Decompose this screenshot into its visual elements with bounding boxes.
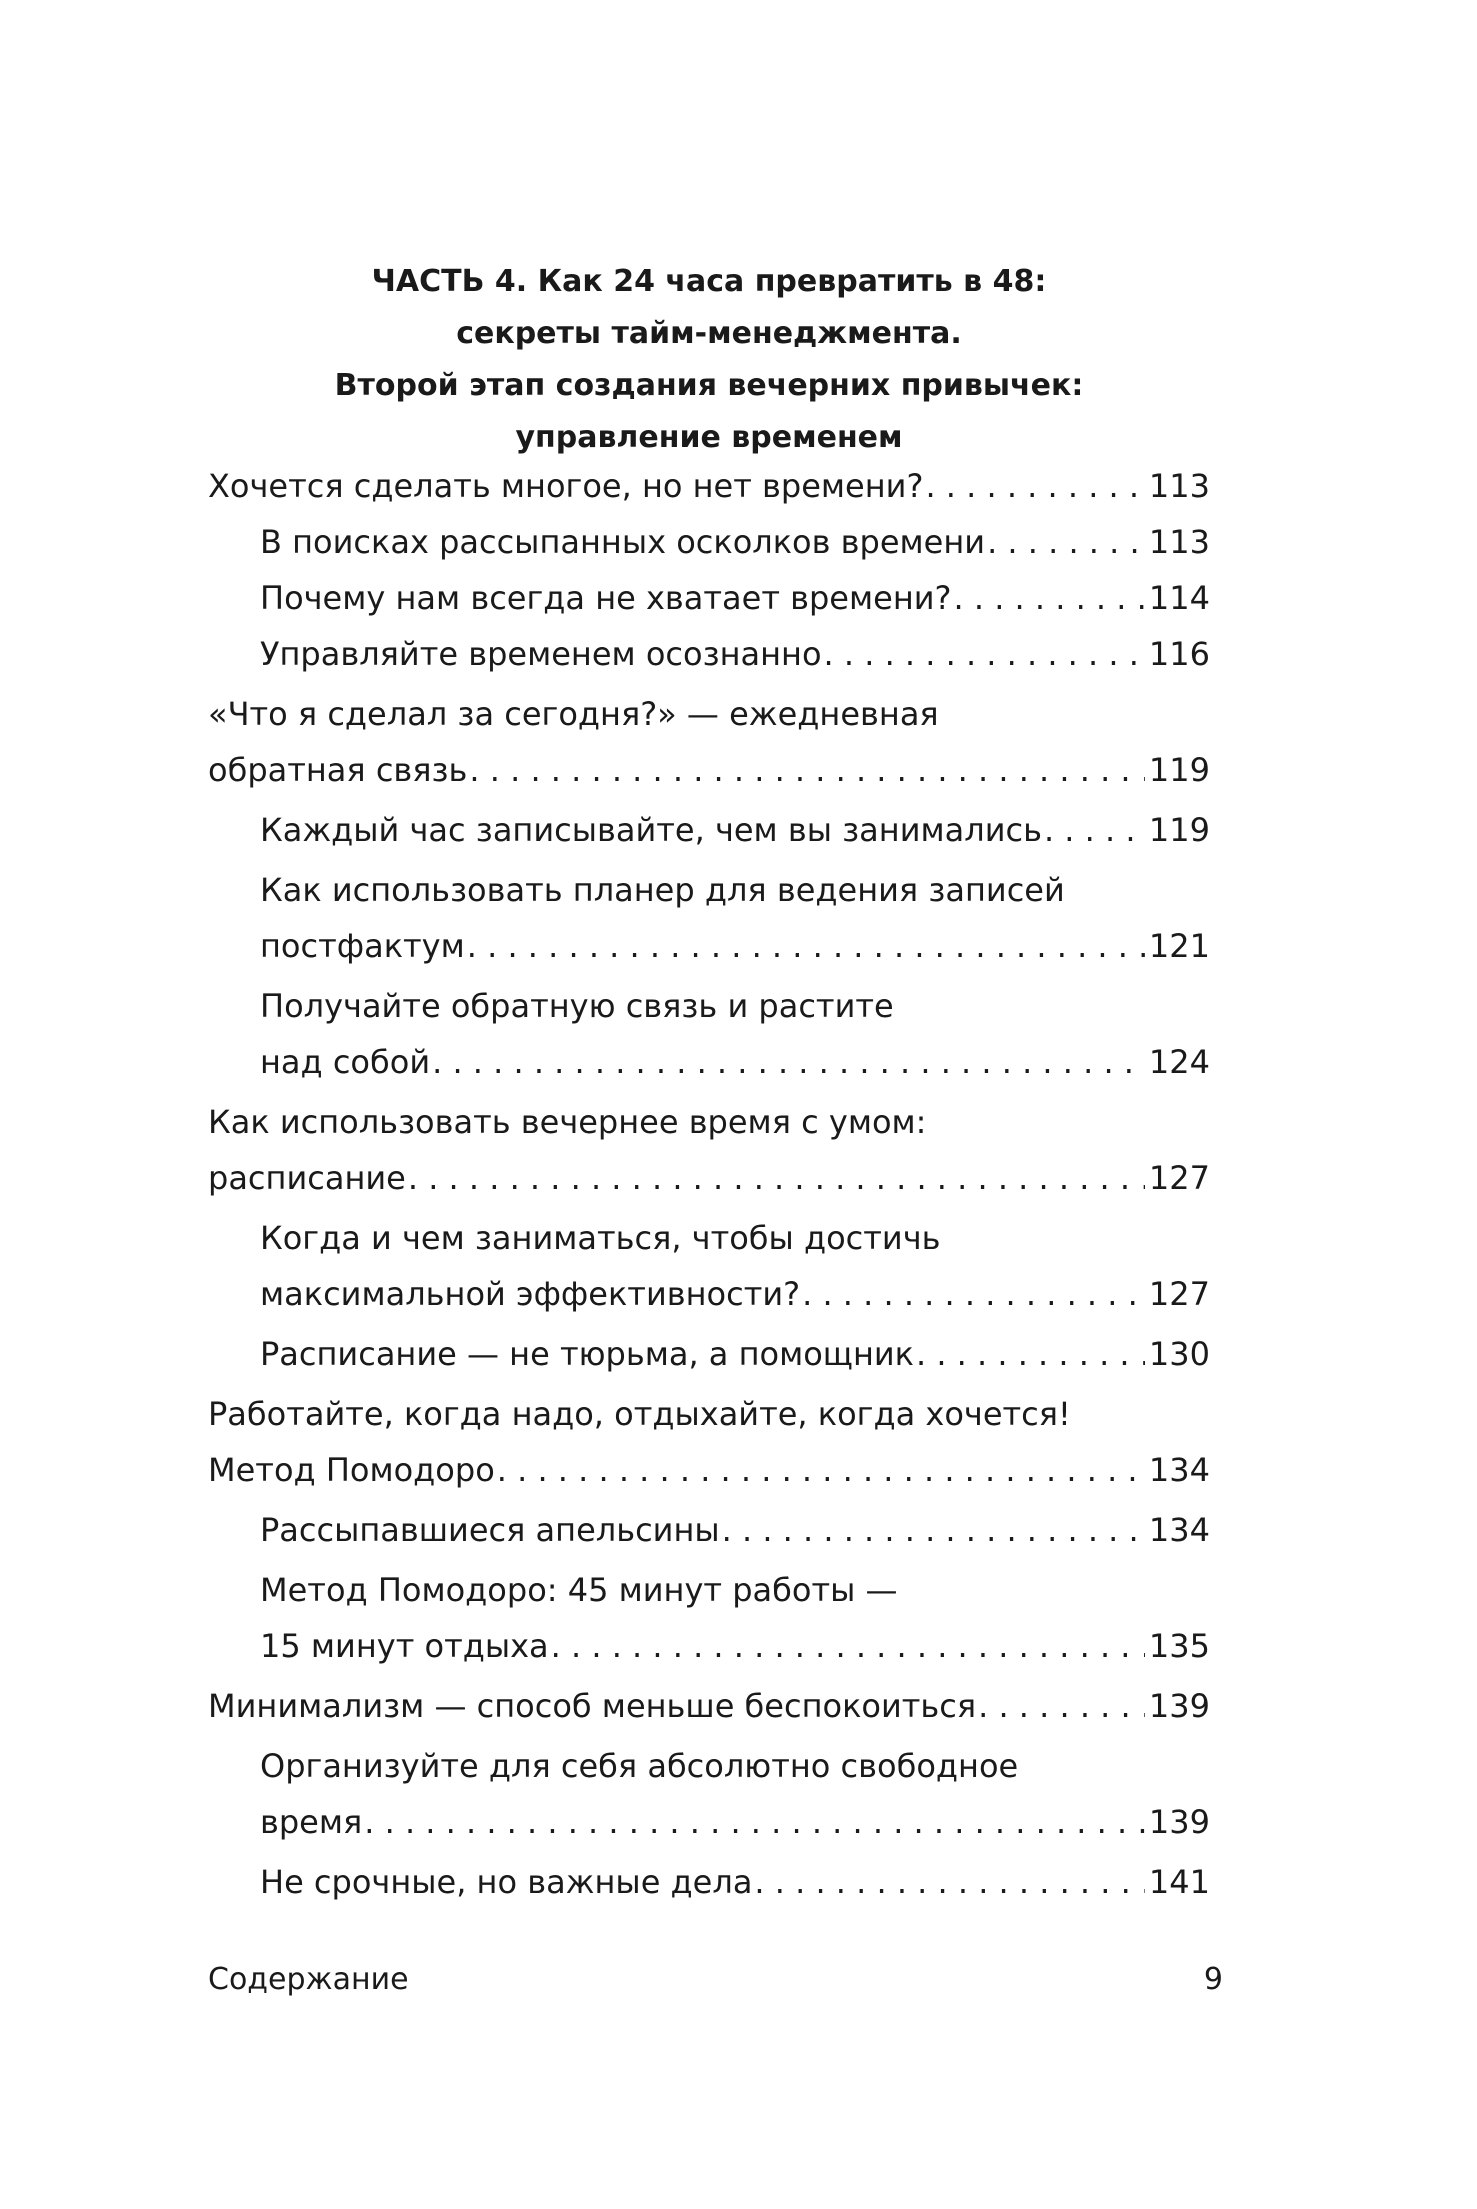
dot-leader [722, 1506, 1145, 1554]
toc-entry-line [260, 1798, 1210, 1846]
toc-page-number: 121 [1148, 927, 1210, 965]
dot-leader [987, 518, 1145, 566]
toc-entry-title: Не срочные, но важные дела [260, 1863, 753, 1901]
toc-entry-line [260, 1742, 1210, 1790]
toc-entry-title: В поисках рассыпанных осколков времени [260, 523, 986, 561]
dot-leader [802, 1270, 1145, 1318]
toc-entry-line [208, 1390, 1210, 1438]
toc-entry-title: Как использовать вечернее время с умом: [208, 1103, 927, 1141]
part-heading-line: Второй этап создания вечерних привычек: [334, 368, 1084, 403]
toc-entry-line [208, 462, 1210, 510]
toc-entry-line [260, 574, 1210, 622]
toc-entry-subsection [260, 1858, 1210, 1906]
toc-entry-line [208, 690, 1210, 738]
dot-leader [432, 1038, 1145, 1086]
dot-leader [824, 630, 1145, 678]
toc-entry-title: «Что я сделал за сегодня?» — ежедневная [208, 695, 939, 733]
toc-page-number: 113 [1148, 467, 1210, 505]
toc-entry-title: Каждый час записывайте, чем вы занимались [260, 811, 1042, 849]
toc-entry-line [260, 1622, 1210, 1670]
page-number: 9 [1203, 1962, 1223, 1997]
dot-leader [1044, 806, 1145, 854]
toc-entry-title: Организуйте для себя абсолютно свободное [260, 1747, 1019, 1785]
toc-page-number: 119 [1148, 811, 1210, 849]
toc-entry-section [208, 690, 1210, 794]
toc-entry-subsection [260, 1742, 1210, 1846]
part-heading-line: ЧАСТЬ 4. Как 24 часа превратить в 48: [371, 264, 1047, 299]
toc-page-number: 119 [1148, 751, 1210, 789]
toc-entry-title: Минимализм — способ меньше беспокоиться [208, 1687, 977, 1725]
dot-leader [978, 1682, 1145, 1730]
toc-entry-subsection [260, 630, 1210, 678]
toc-entry-title: Рассыпавшиеся апельсины [260, 1511, 720, 1549]
toc-page-number: 114 [1148, 579, 1210, 617]
toc-entry-title: время [260, 1803, 363, 1841]
toc-page-number: 127 [1148, 1159, 1210, 1197]
toc-entry-line [208, 746, 1210, 794]
toc-entry-line [260, 982, 1210, 1030]
toc-entry-section [208, 1390, 1210, 1494]
toc-entry-line [260, 518, 1210, 566]
toc-entry-title: Почему нам всегда не хватает времени? [260, 579, 952, 617]
toc-page-number: 134 [1148, 1511, 1210, 1549]
dot-leader [925, 462, 1144, 510]
dot-leader [551, 1622, 1145, 1670]
toc-entry-title: Работайте, когда надо, отдыхайте, когда хочется! [208, 1395, 1071, 1433]
dot-leader [364, 1798, 1145, 1846]
toc-page-number: 127 [1148, 1275, 1210, 1313]
toc-page-number: 130 [1148, 1335, 1210, 1373]
dot-leader [916, 1330, 1145, 1378]
toc-page-number: 116 [1148, 635, 1210, 673]
part-heading-line: секреты тайм-менеджмента. [456, 316, 962, 351]
running-footer-section: Содержание [208, 1962, 409, 1997]
toc-entry-title: Когда и чем заниматься, чтобы достичь [260, 1219, 941, 1257]
dot-leader [754, 1858, 1145, 1906]
toc-entry-title: максимальной эффективности? [260, 1275, 801, 1313]
toc-entry-subsection [260, 982, 1210, 1086]
page-footer [208, 1960, 1223, 2000]
toc-entry-line [208, 1682, 1210, 1730]
part-heading [208, 256, 1210, 464]
toc-entry-line [260, 866, 1210, 914]
toc-entry-title: над собой [260, 1043, 431, 1081]
toc-entry-title: Получайте обратную связь и растите [260, 987, 894, 1025]
toc-page-number: 139 [1148, 1803, 1210, 1841]
toc-entry-subsection [260, 1330, 1210, 1378]
toc-entry-section [208, 1682, 1210, 1730]
toc-entry-title: Управляйте временем осознанно [260, 635, 822, 673]
toc-entry-line [260, 630, 1210, 678]
toc-entry-subsection [260, 806, 1210, 854]
toc-page-number: 124 [1148, 1043, 1210, 1081]
toc-entry-title: Расписание — не тюрьма, а помощник [260, 1335, 914, 1373]
dot-leader [408, 1154, 1145, 1202]
toc-entry-subsection [260, 1214, 1210, 1318]
dot-leader [497, 1446, 1145, 1494]
dot-leader [467, 922, 1145, 970]
toc-entry-line [260, 1038, 1210, 1086]
toc-entry-line [260, 1566, 1210, 1614]
toc-entry-section [208, 462, 1210, 510]
toc-entry-subsection [260, 1506, 1210, 1554]
toc-entry-title: Хочется сделать многое, но нет времени? [208, 467, 924, 505]
toc-entry-line [260, 806, 1210, 854]
toc-entry-line [260, 1506, 1210, 1554]
toc-entry-line [260, 1330, 1210, 1378]
toc-entry-line [208, 1446, 1210, 1494]
toc-entry-title: 15 минут отдыха [260, 1627, 549, 1665]
toc-entry-line [260, 922, 1210, 970]
toc-entry-title: Как использовать планер для ведения записей [260, 871, 1065, 909]
toc-entry-title: расписание [208, 1159, 406, 1197]
toc-entry-subsection [260, 866, 1210, 970]
table-of-contents [208, 462, 1210, 1906]
dot-leader [954, 574, 1145, 622]
toc-entry-line [260, 1858, 1210, 1906]
dot-leader [469, 746, 1145, 794]
toc-entry-line [260, 1270, 1210, 1318]
toc-page-number: 139 [1148, 1687, 1210, 1725]
part-heading-line: управление временем [515, 420, 903, 455]
toc-entry-title: Метод Помодоро: 45 минут работы — [260, 1571, 898, 1609]
toc-entry-title: Метод Помодоро [208, 1451, 495, 1489]
toc-page-number: 135 [1148, 1627, 1210, 1665]
toc-entry-subsection [260, 1566, 1210, 1670]
toc-entry-title: обратная связь [208, 751, 468, 789]
toc-page-number: 113 [1148, 523, 1210, 561]
toc-entry-line [208, 1098, 1210, 1146]
toc-entry-subsection [260, 518, 1210, 566]
toc-entry-subsection [260, 574, 1210, 622]
toc-entry-title: постфактум [260, 927, 465, 965]
toc-entry-line [208, 1154, 1210, 1202]
toc-entry-line [260, 1214, 1210, 1262]
toc-page-number: 134 [1148, 1451, 1210, 1489]
toc-entry-section [208, 1098, 1210, 1202]
toc-page-number: 141 [1148, 1863, 1210, 1901]
